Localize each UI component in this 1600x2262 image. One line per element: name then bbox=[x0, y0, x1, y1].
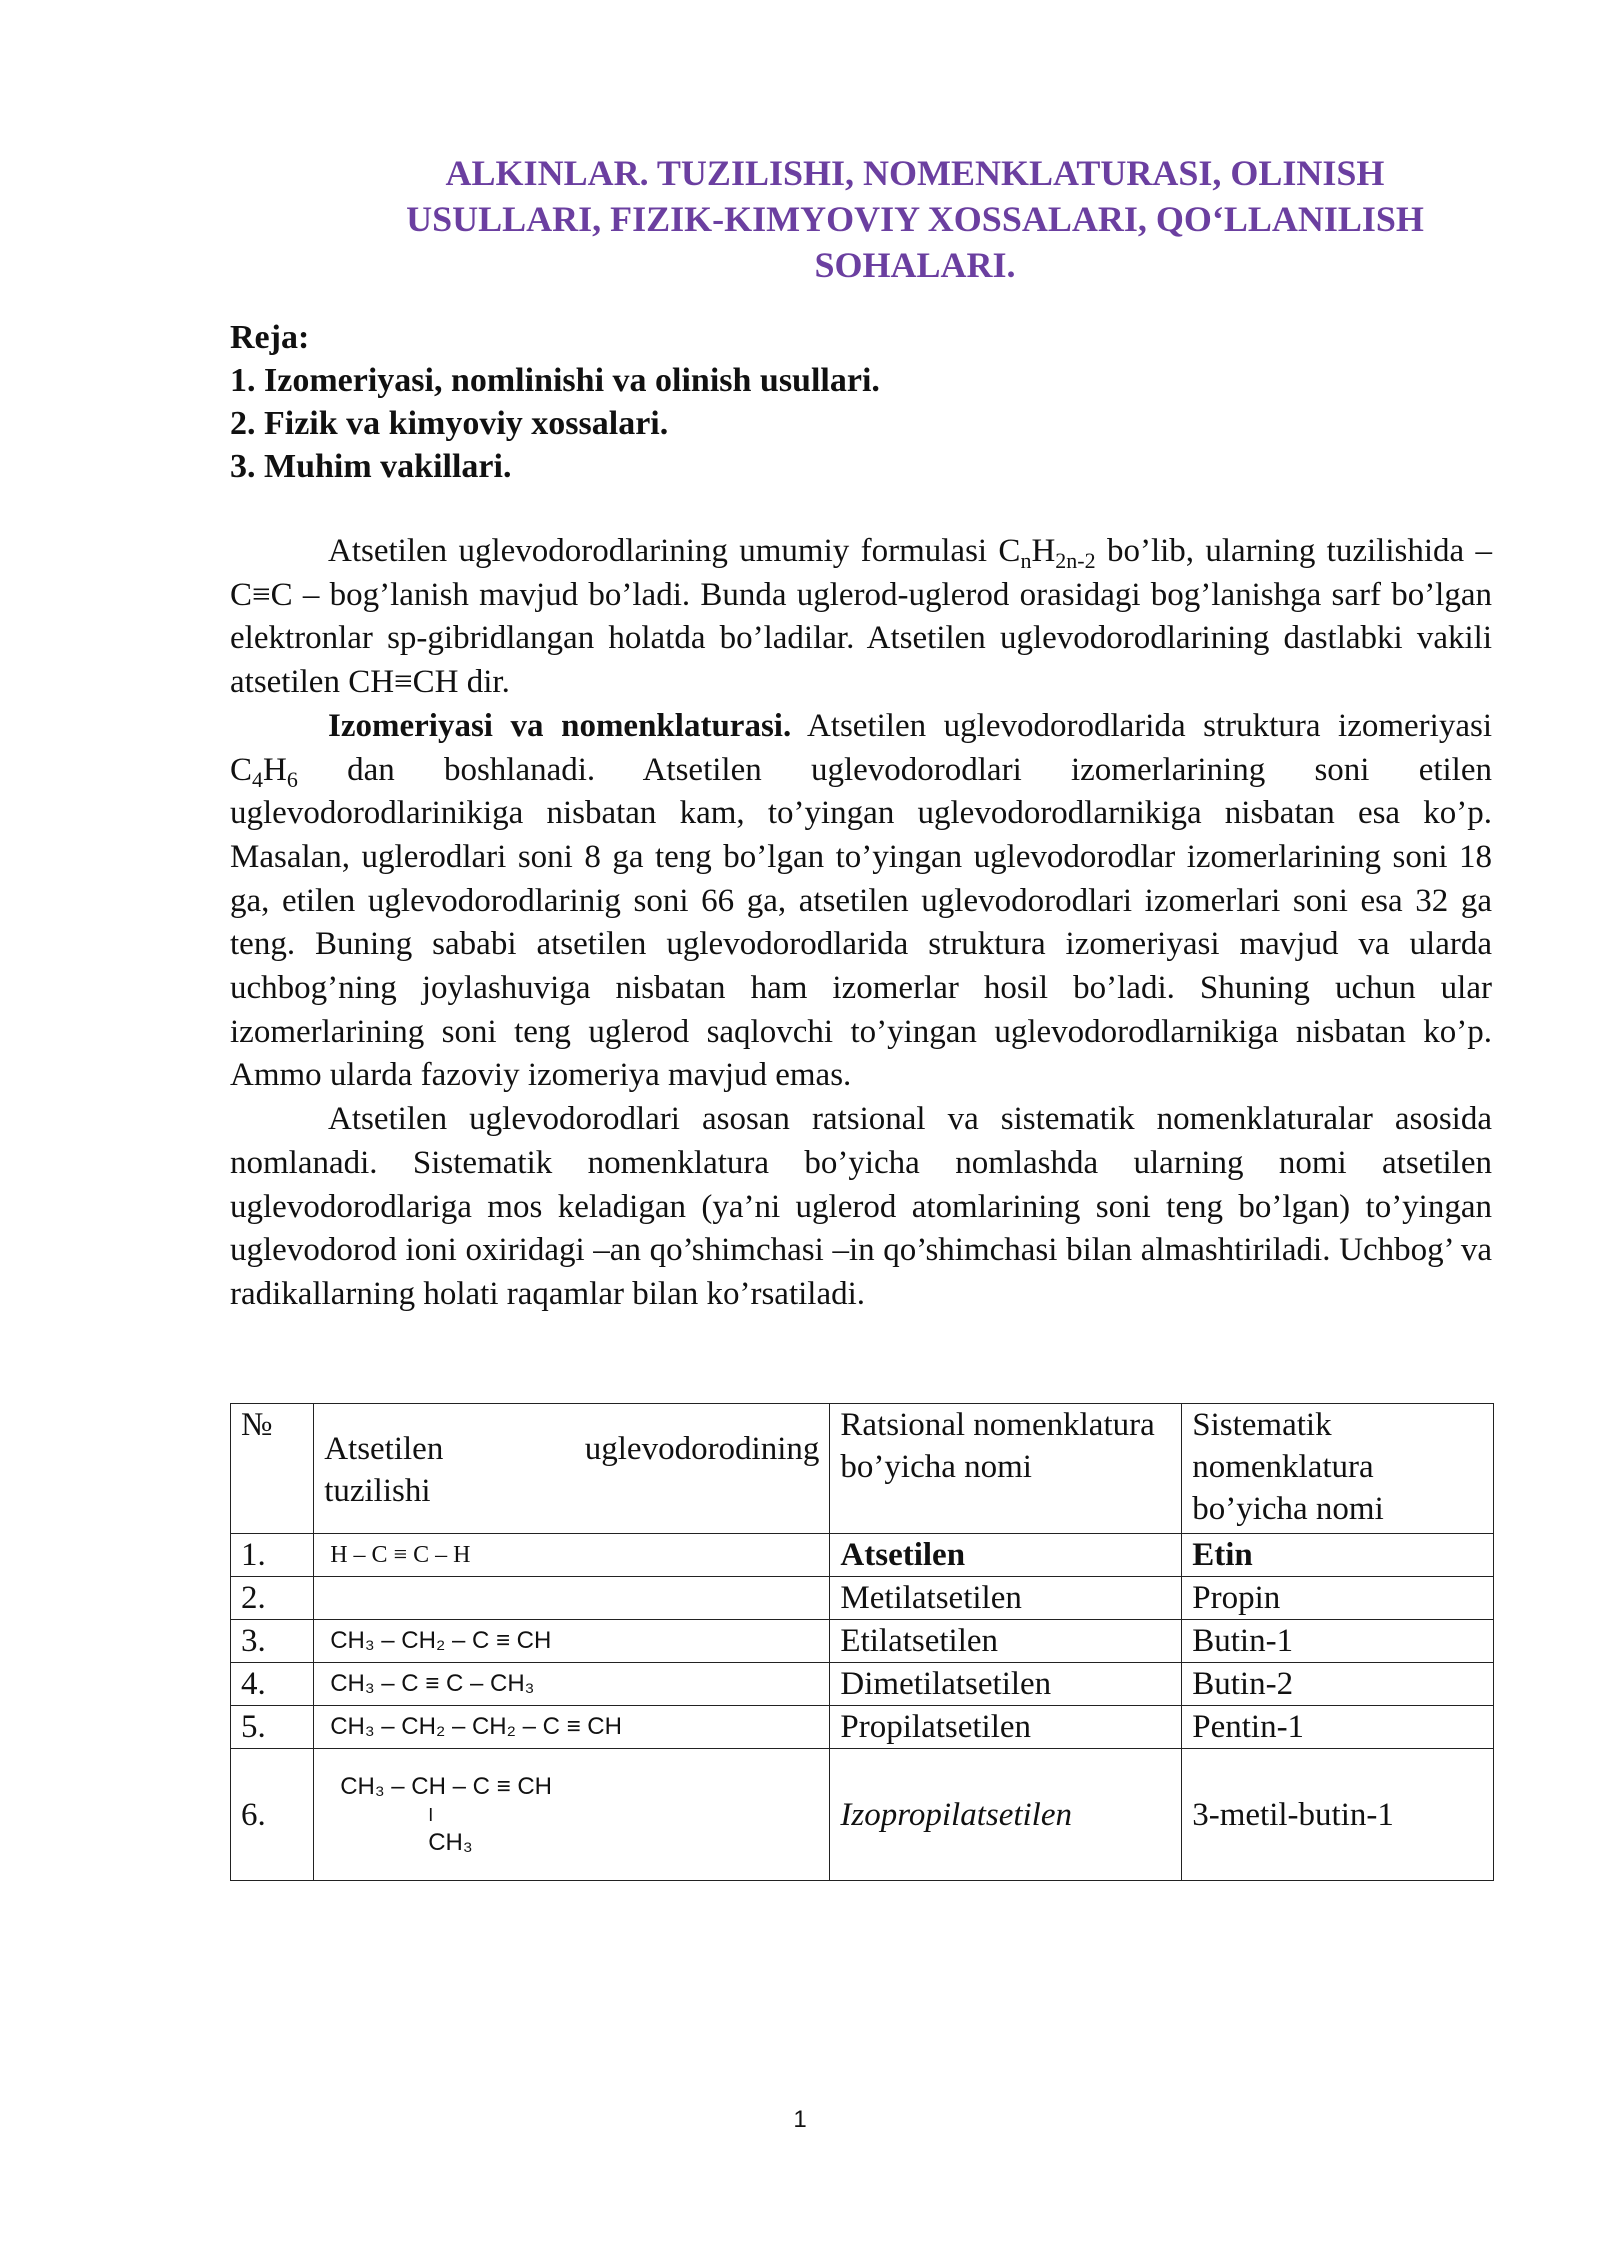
table-row bbox=[231, 1577, 1494, 1620]
row-formula-branched bbox=[314, 1749, 830, 1881]
para2-h: H bbox=[263, 751, 287, 788]
header-structure-b: uglevodorodining bbox=[584, 1431, 820, 1467]
row-num: 6. bbox=[231, 1749, 314, 1881]
row-systematic: Butin-2 bbox=[1182, 1663, 1494, 1706]
row-num: 5. bbox=[231, 1706, 314, 1749]
para2-text-b: dan boshlanadi. Atsetilen uglevodorodlari izomerlarining soni etilen uglevodorodlarinikiga nisbatan kam, to’yingan uglevodorodlarnikiga nisbatan esa ko’p. Masalan, uglerodlari soni 8 ga teng bo’lgan to’yingan uglevodorodlar izomerlarining soni 18 ga, etilen uglevodorodlarinig soni 66 ga, atsetilen uglevodorodlari izomerlari soni esa 32 ga teng. Buning sababi atsetilen uglevodorodlarida struktura izomeriyasi mavjud va ularda uchbog’ning joylashuviga nisbatan ham izomerlar hosil bo’ladi. Shuning uchun ular izomerlarining soni teng uglerod saqlovchi to’yingan uglevodorodlarnikiga nisbatan ko’p. Ammo ularda fazoviy izomeriya mavjud emas. bbox=[230, 751, 1492, 1094]
para1-h: H bbox=[1031, 533, 1056, 569]
row-rational: Metilatsetilen bbox=[830, 1577, 1182, 1620]
header-structure bbox=[314, 1404, 830, 1534]
plan-section bbox=[230, 316, 880, 488]
row-formula: CH₃ – CH₂ – CH₂ – C ≡ CH bbox=[314, 1706, 830, 1749]
paragraph-general-formula bbox=[230, 530, 1492, 705]
paragraph-isomerism bbox=[230, 705, 1492, 1098]
header-structure-c: tuzilishi bbox=[324, 1473, 431, 1509]
row-systematic: Pentin-1 bbox=[1182, 1706, 1494, 1749]
row-rational: Dimetilatsetilen bbox=[830, 1663, 1182, 1706]
para2-sub-6: 6 bbox=[286, 766, 298, 792]
branched-formula-branch: CH₃ bbox=[428, 1828, 473, 1856]
page-number: 1 bbox=[793, 2106, 807, 2133]
plan-item-3: 3. Muhim vakillari. bbox=[230, 448, 512, 485]
row-num: 1. bbox=[231, 1534, 314, 1577]
title-line-3: SOHALARI. bbox=[814, 245, 1016, 285]
row-systematic: 3-metil-butin-1 bbox=[1182, 1749, 1494, 1881]
paragraph-nomenclature: Atsetilen uglevodorodlari asosan ratsional va sistematik nomenklaturalar asosida nomlanadi. Sistematik nomenklatura bo’yicha nomlashda ularning nomi atsetilen uglevodorodlariga mos keladigan (ya’ni uglerod atomlarining soni teng bo’lgan) to’yingan uglevodorod ioni oxiridagi –an qo’shimchasi –in qo’shimchasi bilan almashtiriladi. Uchbog’ va radikallarning holati raqamlar bilan ko’rsatiladi. bbox=[230, 1101, 1492, 1312]
table-row bbox=[231, 1706, 1494, 1749]
row-formula: H – C ≡ C – H bbox=[314, 1534, 830, 1577]
row-systematic: Propin bbox=[1182, 1577, 1494, 1620]
row-rational bbox=[830, 1534, 1182, 1577]
plan-item-1: 1. Izomeriyasi, nomlinishi va olinish usullari. bbox=[230, 362, 880, 399]
row-systematic bbox=[1182, 1534, 1494, 1577]
row-formula: CH₃ – CH₂ – C ≡ CH bbox=[314, 1620, 830, 1663]
table-row bbox=[231, 1620, 1494, 1663]
row-systematic-bold: Etin bbox=[1192, 1537, 1253, 1573]
para2-text-a: Atsetilen uglevodorodlarida struktura izomeriyasi C bbox=[230, 707, 1492, 788]
header-structure-a: Atsetilen bbox=[324, 1431, 444, 1467]
row-num: 3. bbox=[231, 1620, 314, 1663]
row-formula bbox=[314, 1577, 830, 1620]
plan-heading: Reja: bbox=[230, 319, 310, 356]
row-formula: CH₃ – C ≡ C – CH₃ bbox=[314, 1663, 830, 1706]
table-row bbox=[231, 1749, 1494, 1881]
table-header-row bbox=[231, 1404, 1494, 1534]
row-rational-italic: Izopropilatsetilen bbox=[840, 1796, 1073, 1833]
para1-sub-n: n bbox=[1020, 548, 1032, 573]
row-num: 2. bbox=[231, 1577, 314, 1620]
header-rational: Ratsional nomenklatura bo’yicha nomi bbox=[830, 1404, 1182, 1534]
branched-formula-bond: I bbox=[428, 1804, 434, 1825]
row-rational: Etilatsetilen bbox=[830, 1620, 1182, 1663]
document-title bbox=[330, 150, 1500, 288]
nomenclature-table bbox=[230, 1403, 1494, 1881]
row-rational-bold: Atsetilen bbox=[840, 1537, 966, 1573]
plan-item-2: 2. Fizik va kimyoviy xossalari. bbox=[230, 405, 669, 442]
row-rational: Propilatsetilen bbox=[830, 1706, 1182, 1749]
row-systematic: Butin-1 bbox=[1182, 1620, 1494, 1663]
row-num: 4. bbox=[231, 1663, 314, 1706]
isomerism-heading: Izomeriyasi va nomenklaturasi. bbox=[328, 707, 792, 744]
row-rational bbox=[830, 1749, 1182, 1881]
table-row bbox=[231, 1534, 1494, 1577]
body-text bbox=[230, 530, 1492, 1317]
header-num: № bbox=[231, 1404, 314, 1534]
title-line-1: ALKINLAR. TUZILISHI, NOMENKLATURASI, OLINISH bbox=[445, 153, 1385, 193]
para1-sub-2n2: 2n-2 bbox=[1055, 548, 1096, 573]
header-systematic: Sistematik nomenklatura bo’yicha nomi bbox=[1182, 1404, 1494, 1534]
para2-sub-4: 4 bbox=[252, 766, 264, 792]
branched-formula-main: CH₃ – CH – C ≡ CH bbox=[340, 1772, 552, 1800]
table-row bbox=[231, 1663, 1494, 1706]
para1-text-a: Atsetilen uglevodorodlarining umumiy formulasi C bbox=[328, 533, 1021, 569]
title-line-2: USULLARI, FIZIK-KIMYOVIY XOSSALARI, QO‘LLANILISH bbox=[406, 199, 1424, 239]
para1-text-b: bo’lib, ularning tuzilishida – C≡C – bog’lanish mavjud bo’ladi. Bunda uglerod-uglerod orasidagi bog’lanishga sarf bo’lgan elektronlar sp-gibridlangan holatda bo’ladilar. Atsetilen uglevodorodlarining dastlabki vakili atsetilen CH≡CH dir. bbox=[230, 533, 1492, 701]
